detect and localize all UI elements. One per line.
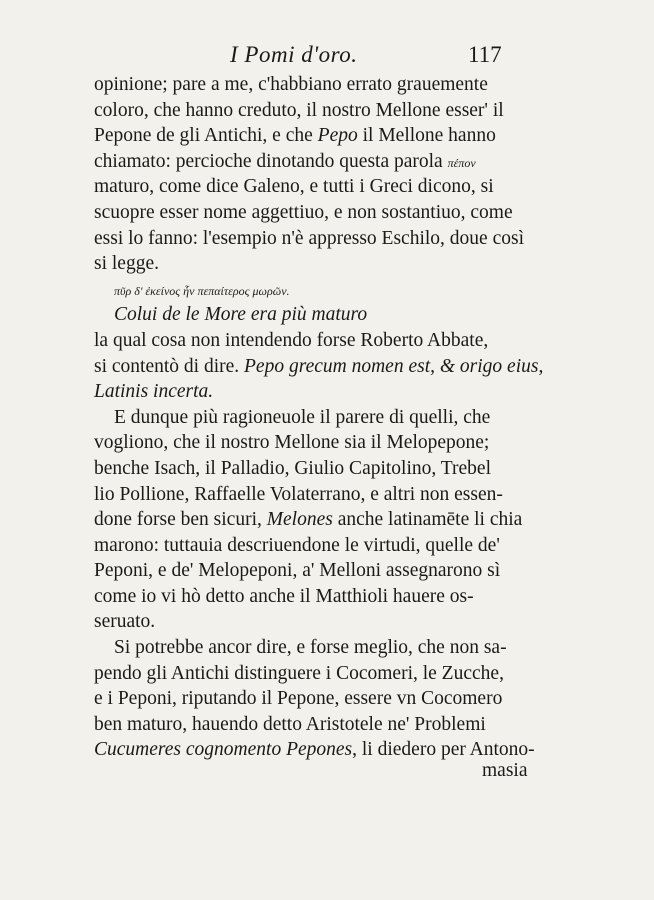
text-line <box>94 661 554 687</box>
text-segment: come io vi hò detto anche il Matthioli hauere os- <box>94 585 474 607</box>
text-line <box>94 98 554 124</box>
text-segment: scuopre esser nome aggettiuo, e non sostantiuo, come <box>94 201 513 223</box>
text-line <box>94 635 554 661</box>
text-line <box>94 200 554 226</box>
text-segment: Melones <box>266 509 333 531</box>
text-segment: done forse ben sicuri, <box>94 509 267 531</box>
text-line <box>94 584 554 610</box>
text-segment: Cucumeres cognomento Pepones <box>94 739 353 761</box>
text-line <box>94 277 554 303</box>
text-line <box>94 379 554 405</box>
text-segment: Colui de le More era più maturo <box>114 304 368 326</box>
text-line <box>94 123 554 149</box>
text-segment: marono: tuttauia descriuendone le virtudi, quelle de' <box>94 534 500 556</box>
text-segment: anche latinamēte li chia <box>332 509 523 531</box>
running-head <box>0 42 654 72</box>
text-segment: pendo gli Antichi distinguere i Cocomeri, le Zucche, <box>94 662 504 684</box>
text-segment: si contentò di dire. <box>94 355 245 377</box>
page-number: 117 <box>468 42 502 67</box>
text-segment: opinione; pare a me, c'habbiano errato grauemente <box>94 74 488 95</box>
text-segment: la qual cosa non intendendo forse Roberto Abbate, <box>94 329 489 351</box>
text-segment: benche Isach, il Palladio, Giulio Capitolino, Trebel <box>94 457 491 479</box>
text-line <box>94 302 554 328</box>
text-line <box>94 712 554 738</box>
text-segment: , li diedero per Antono- <box>352 739 535 761</box>
body-text <box>94 72 554 763</box>
running-title: I Pomi d'oro. <box>230 42 358 67</box>
text-segment: E dunque più ragioneuole il parere di quelli, che <box>114 406 491 428</box>
text-segment: Latinis incerta. <box>94 381 214 403</box>
text-segment: essi lo fanno: l'esempio n'è appresso Eschilo, doue così <box>94 227 524 249</box>
text-segment: si legge. <box>94 253 159 275</box>
text-line <box>94 328 554 354</box>
text-segment: chiamato: percioche dinotando questa parola <box>94 150 448 172</box>
text-line <box>94 533 554 559</box>
text-segment: seruato. <box>94 611 156 633</box>
text-line <box>94 507 554 533</box>
text-segment: maturo, come dice Galeno, e tutti i Greci dicono, si <box>94 176 494 198</box>
text-line <box>94 149 554 175</box>
text-segment: Si potrebbe ancor dire, e forse meglio, che non sa- <box>114 637 507 659</box>
text-segment: e i Peponi, riputando il Pepone, essere vn Cocomero <box>94 688 503 710</box>
text-segment: coloro, che hanno creduto, il nostro Mellone esser' il <box>94 99 504 121</box>
text-segment: lio Pollione, Raffaelle Volaterrano, e altri non essen- <box>94 483 503 505</box>
text-segment: πῦρ δ' ἐκείνος ἦν πεπαίτερος μωρῶν. <box>114 283 290 298</box>
text-segment: Pepo <box>317 125 358 147</box>
catchword: masia <box>482 760 528 781</box>
text-line <box>94 609 554 635</box>
text-line <box>94 482 554 508</box>
text-line <box>94 174 554 200</box>
text-segment: Pepo grecum nomen est, & origo eius, <box>244 355 544 377</box>
text-segment: Peponi, e de' Melopeponi, a' Melloni assegnarono sì <box>94 560 501 582</box>
text-line <box>94 558 554 584</box>
text-segment: Pepone de gli Antichi, e che <box>94 125 318 147</box>
text-line <box>94 251 554 277</box>
text-segment: ben maturo, hauendo detto Aristotele ne' Problemi <box>94 713 486 735</box>
text-line <box>94 354 554 380</box>
text-line <box>94 226 554 252</box>
text-line <box>94 430 554 456</box>
text-segment: vogliono, che il nostro Mellone sia il Melopepone; <box>94 432 490 454</box>
text-line <box>94 72 554 98</box>
text-segment: πέπον <box>447 155 476 170</box>
text-line <box>94 456 554 482</box>
text-line <box>94 405 554 431</box>
text-segment: il Mellone hanno <box>357 125 496 147</box>
text-line <box>94 686 554 712</box>
